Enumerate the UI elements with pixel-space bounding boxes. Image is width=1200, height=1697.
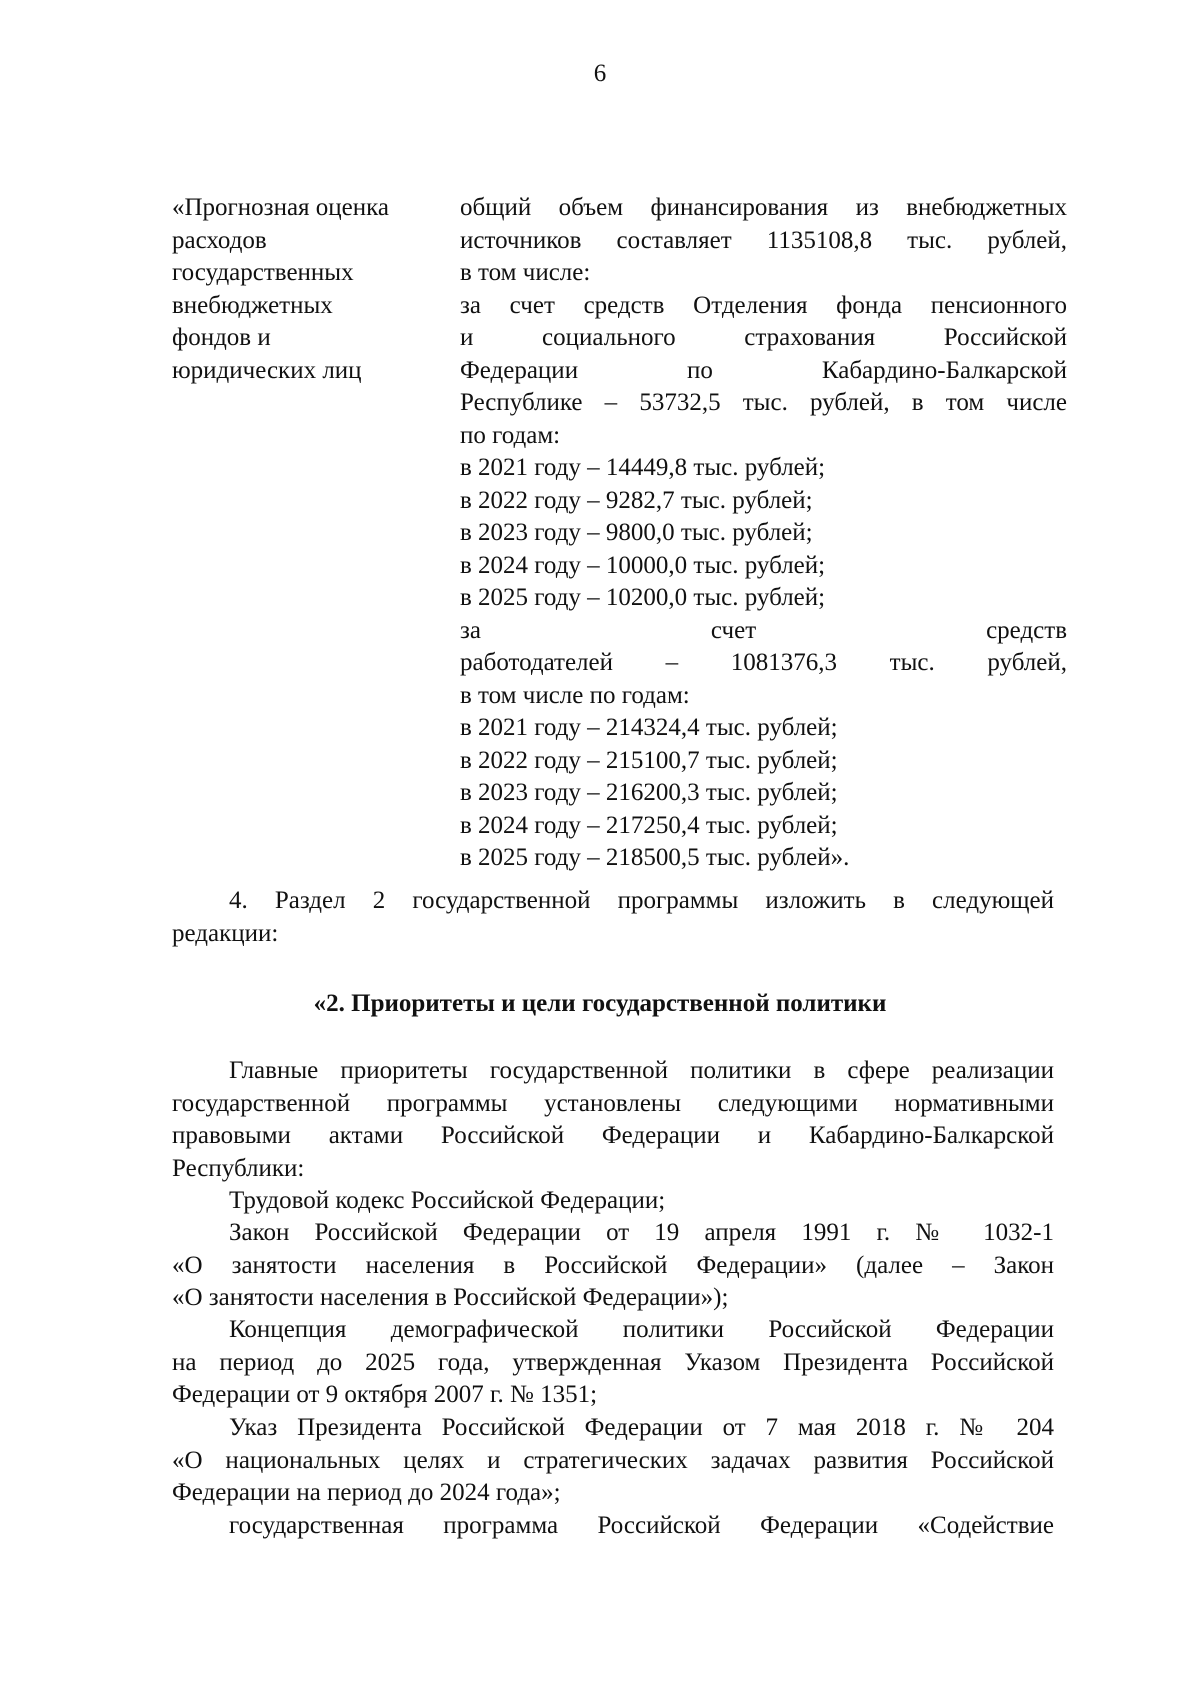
- table-value-line: в 2024 году – 10000,0 тыс. рублей;: [460, 551, 826, 579]
- paragraph-line: Трудовой кодекс Российской Федерации;: [229, 1187, 666, 1214]
- paragraph-line: Главные приоритеты государственной политики в сфере реализации: [229, 1057, 1054, 1084]
- paragraph-line: «О национальных целях и стратегических задачах развития Российской: [172, 1446, 1054, 1474]
- table-value-line: в 2025 году – 10200,0 тыс. рублей;: [460, 584, 826, 611]
- presidential-decree-paragraph: [172, 1412, 1054, 1510]
- table-value-line: в 2021 году – 214324,4 тыс. рублей;: [460, 714, 838, 741]
- table-value-line: в том числе:: [460, 259, 591, 286]
- paragraph-line: «О занятости населения в Российской Федерации» (далее – Закон: [172, 1251, 1054, 1279]
- table-value-line: по годам:: [460, 421, 561, 449]
- paragraph-line: Концепция демографической политики Российской Федерации: [229, 1316, 1054, 1343]
- table-label-line: государственных: [172, 259, 354, 286]
- paragraph-line: редакции:: [172, 919, 279, 947]
- paragraph-line: «О занятости населения в Российской Федерации»);: [172, 1284, 729, 1311]
- state-program-paragraph: [172, 1510, 1054, 1543]
- table-value-line: за счет средств: [460, 616, 1067, 644]
- paragraph-line: Республики:: [172, 1154, 305, 1182]
- paragraph-line: на период до 2025 года, утвержденная Указом Президента Российской: [172, 1348, 1054, 1376]
- table-label-line: «Прогнозная оценка: [172, 194, 390, 221]
- item-4-paragraph: [172, 885, 1054, 950]
- table-value-line: за счет средств Отделения фонда пенсионного: [460, 291, 1067, 319]
- paragraph-line: Федерации на период до 2024 года»;: [172, 1479, 561, 1506]
- section-heading: «2. Приоритеты и цели государственной политики: [313, 990, 887, 1017]
- table-value-line: в 2022 году – 215100,7 тыс. рублей;: [460, 746, 838, 774]
- paragraph-line: государственная программа Российской Федерации «Содействие: [229, 1512, 1054, 1539]
- table-value-line: в 2024 году – 217250,4 тыс. рублей;: [460, 811, 838, 839]
- table-value-line: в 2023 году – 216200,3 тыс. рублей;: [460, 779, 838, 806]
- table-value-line: в 2025 году – 218500,5 тыс. рублей».: [460, 844, 850, 871]
- paragraph-line: Указ Президента Российской Федерации от 7 мая 2018 г. № 204: [229, 1414, 1054, 1441]
- table-value-line: источников составляет 1135108,8 тыс. рублей,: [460, 226, 1067, 254]
- passport-table-value-column: [460, 192, 1067, 875]
- paragraph-line: Федерации от 9 октября 2007 г. № 1351;: [172, 1381, 598, 1408]
- table-label-line: юридических лиц: [172, 356, 362, 384]
- table-value-line: в 2023 году – 9800,0 тыс. рублей;: [460, 519, 813, 546]
- labor-code-paragraph: [172, 1185, 1054, 1218]
- page-number: 6: [593, 60, 607, 87]
- table-value-line: в том числе по годам:: [460, 681, 690, 709]
- paragraph-line: правовыми актами Российской Федерации и Кабардино-Балкарской: [172, 1122, 1054, 1149]
- table-label-line: фондов и: [172, 324, 271, 351]
- table-label-line: внебюджетных: [172, 291, 333, 319]
- table-label-line: расходов: [172, 226, 267, 254]
- paragraph-line: 4. Раздел 2 государственной программы изложить в следующей: [229, 887, 1054, 914]
- priorities-paragraph: [172, 1055, 1054, 1185]
- table-value-line: и социального страхования Российской: [460, 324, 1067, 351]
- passport-table-label-column: [172, 192, 442, 387]
- table-value-line: в 2022 году – 9282,7 тыс. рублей;: [460, 486, 813, 514]
- employment-law-paragraph: [172, 1217, 1054, 1315]
- table-value-line: Республике – 53732,5 тыс. рублей, в том числе: [460, 389, 1067, 416]
- table-value-line: Федерации по Кабардино-Балкарской: [460, 356, 1067, 384]
- table-value-line: работодателей – 1081376,3 тыс. рублей,: [460, 649, 1067, 676]
- table-value-line: общий объем финансирования из внебюджетных: [460, 194, 1067, 221]
- paragraph-line: государственной программы установлены следующими нормативными: [172, 1089, 1054, 1117]
- paragraph-line: Закон Российской Федерации от 19 апреля 1991 г. № 1032-1: [229, 1219, 1054, 1246]
- table-value-line: в 2021 году – 14449,8 тыс. рублей;: [460, 454, 826, 481]
- demographic-concept-paragraph: [172, 1314, 1054, 1412]
